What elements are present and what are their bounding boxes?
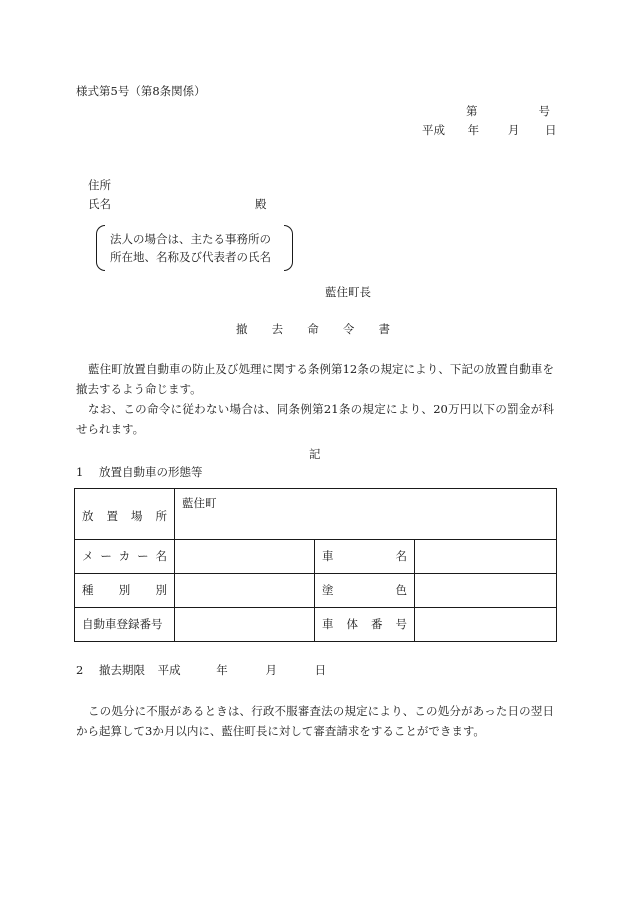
color-value-cell [415,574,557,608]
label-char: 車 [322,616,334,631]
corporate-note-line1: 法人の場合は、主たる事務所の [110,232,271,246]
label-char: 色 [395,582,407,597]
corporate-note-line2: 所在地、名称及び代表者の氏名 [110,250,271,264]
section2-heading [76,665,326,677]
label-char: メ [82,548,94,563]
section2-number: 2 [76,663,84,677]
label-char: 車 [322,548,334,563]
note-bracket-left [96,225,105,271]
table-row [75,540,557,574]
color-label-cell [315,574,415,608]
label-char: 別 [155,582,167,597]
label-char: 名 [155,548,167,563]
body-number-value-cell [415,608,557,642]
form-number: 様式第5号（第8条関係） [76,84,206,98]
label-char: カ [118,548,131,563]
type-label-cell [75,574,175,608]
section2-month: 月 [265,663,277,677]
registration-value-cell [175,608,315,642]
section2-day: 日 [314,663,327,677]
label-char: 放 [82,509,94,524]
section1-title: 放置自動車の形態等 [98,465,203,479]
label-char: 名 [395,548,407,563]
section2-title: 撤去期限 [98,663,145,677]
title-char: 撤 [236,322,248,336]
document-number-prefix: 第 [466,104,478,118]
maker-value-cell [175,540,315,574]
address-label: 住所 [88,178,111,192]
table-row [75,489,557,540]
body-number-label-cell [315,608,415,642]
car-name-label-cell [315,540,415,574]
document-number-suffix: 号 [538,104,550,118]
appeal-paragraph: この処分に不服があるときは、行政不服審査法の規定により、この処分があった日の翌日から起算して3か月以内に、藍住町長に対して審査請求をすることができます。 [76,704,554,738]
document-number-line [466,106,550,118]
name-label: 氏名 [88,197,111,211]
location-value: 藍住町 [182,496,217,510]
label-char: 号 [395,616,407,631]
car-name-value-cell [415,540,557,574]
label-char: 場 [131,509,143,524]
label-char: ー [137,548,149,563]
location-label-cell [75,489,175,540]
title-char: 令 [342,322,355,336]
honorific: 殿 [255,197,267,211]
order-paragraph: 藍住町放置自動車の防止及び処理に関する条例第12条の規定により、下記の放置自動車を撤去するよう命じます。 [76,362,554,396]
table-row [75,608,557,642]
type-value-cell [175,574,315,608]
registration-label-cell [75,608,175,642]
table-row [75,574,557,608]
label-char: 体 [346,616,358,631]
issue-date-line [422,125,556,137]
registration-label: 自動車登録番号 [82,616,163,631]
issuer-name: 藍住町長 [325,285,371,299]
note-bracket-right [284,225,293,271]
issue-date-year: 年 [467,123,480,137]
section1-number: 1 [76,465,84,479]
label-char: 置 [106,509,118,524]
title-char: 書 [378,322,390,336]
label-char: ー [100,548,112,563]
label-char: 塗 [322,582,334,597]
maker-label-cell [75,540,175,574]
ki-heading: 記 [309,447,321,461]
label-char: 別 [118,582,131,597]
section2-year: 年 [216,663,228,677]
section1-heading [76,467,202,479]
label-char: 所 [155,509,167,524]
location-value-cell [175,489,557,540]
issue-date-day: 日 [544,123,557,137]
penalty-paragraph: なお、この命令に従わない場合は、同条例第21条の規定により、20万円以下の罰金が科せられます。 [76,402,554,436]
issue-date-era: 平成 [422,123,445,137]
document-title [236,324,390,336]
label-char: 種 [82,582,94,597]
label-char: 番 [371,616,383,631]
issue-date-month: 月 [507,123,520,137]
vehicle-info-table [74,488,557,642]
title-char: 命 [307,322,319,336]
section2-era: 平成 [157,663,181,677]
title-char: 去 [271,322,284,336]
